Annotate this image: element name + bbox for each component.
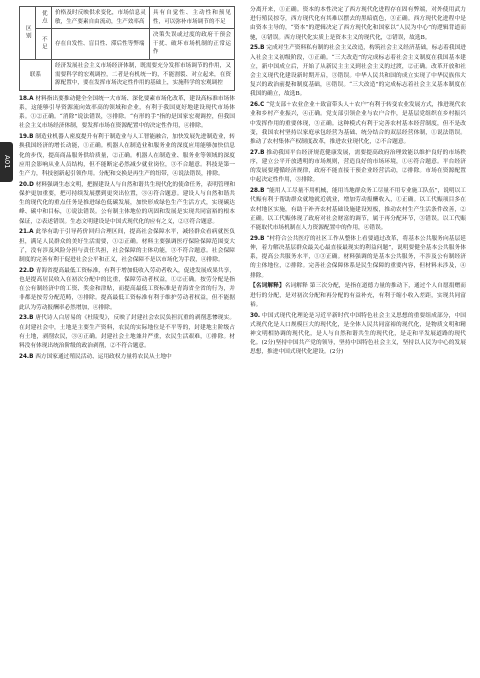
answer-item: 28.B “能用人工尽量不用机械，能用当地群众务工尽量不用专业施工队伍”，说明以工代赈有利于帮助群众就地就近就业，增加劳动报酬收入，①正确。以工代赈项目多在农村地区实施，有助于补齐农村基础设施建设短板，推动农村生产生活条件改善，②正确。以工代赈体现了政府对社会财富的调节，属于再分配环节，③错误。以工代赈不能取代市场机制在人力资源配置中的作用，④错误。 <box>250 188 466 232</box>
table-group-cell: 区别 <box>20 7 36 60</box>
answer-item: 20.D 材料强调生态文明，把握建设人与自然和谐共生现代化的使命任务，表明管理和保护更加重要，把可持续发展摆到更突出位置，③④符合题意。建设人与自然和谐共生的现代化的重点任务是推进绿色低碳发展，加快形成绿色生产生活方式，实现碳达峰、碳中和目标，①说法错误。公有制主体地位的巩固和发展是实现共同富裕的根本保证，②表述错误。生态文明建设是中国式现代化的应有之义，②③符合题意。 <box>19 181 236 225</box>
glossary-note: 【名词解释】名词解释 第三次分配，是指在道德力量的推动下，通过个人自愿捐赠而进行的分配，是对初次分配和再分配的有益补充，有利于缩小收入差距，实现共同富裕。 <box>250 283 466 308</box>
table-cell-macro: 具有自觉性、主动性和预见性，可以弥补市场调节的不足 <box>149 7 234 29</box>
table-sub-cell: 不足 <box>36 29 52 60</box>
table-cell-link: 经济发展社会主义市场经济体制，既需要充分发挥市场调节的作用，又需要科学的宏观调控，二者是有机统一的，不能割裂、对立起来，在资源配置中，要在发挥市场决定性作用的基础上，实施科学的宏观调控 <box>52 59 235 90</box>
table-group-cell: 联系 <box>20 59 52 90</box>
right-column <box>250 6 466 359</box>
answer-item: 18.A 材料指出要推动健全全国统一大市场、深化要素市场化改革，建设高标准市场体系，这能够引导资源流向效率高的领域和企业，有利于我国更好地建设现代市场体系。①②正确。“消除”说法错误，③排除。“有形的手”指的是国家宏观调控，但我国社会主义市场经济体制，要发挥市场在资源配置中的决定性作用，④排除。 <box>19 95 235 130</box>
answer-item: 24.B 西方国家通过殖民活动、运用政权力量将农民从土地中 <box>19 353 172 360</box>
table-cell-market: 价格及时反映供求变化，市场信息灵敏，生产要素自由流动，生产效率高 <box>52 7 150 29</box>
comparison-table <box>19 6 235 91</box>
answer-item: 21.A 此举有助于引导药价回归合理区间，提高社会保障水平，减轻群众看病就医负担，满足人民群众的美好生活需要，①②正确。材料主要强调医疗保险保障范围变大了，没有涉及风险分担与责任共担，社会保障的主体功能，③不符合题意。社会保障制度的完善有利于促进社会公平和正义，社会保障不是以市场化为手段，④排除。 <box>19 229 236 263</box>
table-row <box>20 7 235 29</box>
answer-item: 29.B “村符合公共医疗的社区工作从整体上看要通过改革，将基本公共服务向基层延伸，着力解决基层群众最关心最直接最现实的利益问题”，说明要健全基本公共服务体系，提高公共服务水平，①③正确。材料强调的是基本公共服务，不涉及公有制经济的主体地位，②排除。完善社会保障体系是民生保障的重要内容，但材料未涉及，④排除。 <box>250 235 466 279</box>
table-row <box>20 29 235 60</box>
table-sub-cell: 优点 <box>36 7 52 29</box>
left-column <box>19 6 235 364</box>
answer-item: 19.B 制造业机器人密度提升有利于制造业与人工智能融合，加快发展先进制造业，转换我国经济的增长动能，①正确。机器人在制造业和服务业的深度应用能够加快信息化的步伐，提高商品服务供给质量，②正确。机器人在制造业、服务业等领域的深度应用会影响从业人员结构，但不能断定必然减少就业岗位，③不合题意。科技是第一生产力，科技创新起引领作用。分配和交换是再生产的纽带，④说法错误，排除。 <box>19 134 235 177</box>
answer-item: 27.B 推动我国平台经济规范健康发展，需要提高政府治理效能以维护良好的市场秩序，建立公平开放透明的市场规则，营造良好的市场环境，①④符合题意。平台经济的发展要遵循经济规律，政府不能直接干预企业经营活动，②排除。市场在资源配置中起决定性作用，③排除。 <box>250 149 466 184</box>
table-cell-market: 存在自发性、盲目性、滞后性等弊端 <box>52 29 150 60</box>
answer-item: 25.B 完成对生产资料私有制的社会主义改造，构筑社会主义经济基础，标志着我国进入社会主义初级阶段，①正确。“三大改造”的完成标志着社会主义制度在我国基本建立，新中国成立后，开始了从新民主主义到社会主义的过渡，②正确。改革开放和社会主义现代化建设新时期开启，③错误。中华人民共和国的成立实现了中华民族伟大复兴的政治前提和制度基础，④错误。“三大改造”的完成标志着社会主义基本制度在我国的确立，故选B。 <box>250 45 466 98</box>
answer-item: 23.B 唐代诗人白居易的《杜陵叟》，反映了封建社会农民负担沉重的剥削悲惨现实。在封建社会中，土地是主要生产资料，农民的实际地位是不平等的，封建地主阶级占有土地，剥削农民，③④正确。封建社会土地兼并严重，农民生活艰难，①排除。材料没有体现出统治阶级的政治剥削，②不符合题意。 <box>19 315 236 349</box>
answer-item: 30. 中国式现代化理论是习近平新时代中国特色社会主义思想的重要组成部分，中国式现代化是人口规模巨大的现代化，是全体人民共同富裕的现代化，是物质文明和精神文明相协调的现代化，是人与自然和谐共生的现代化，是走和平发展道路的现代化。(2分)坚持中国共产党的领导，坚持中国特色社会主义，坚持以人民为中心的发展思想，推进中国式现代化建设。(2分) <box>250 312 466 356</box>
side-tab: A01 <box>0 142 13 182</box>
table-row <box>20 59 235 90</box>
answer-item: 分离开来，①正确。资本的本性决定了西方现代化进程存在固有弊端，对外使用武力进行殖民掠夺，西方现代化有其难以摆去的黑暗底色，③正确。西方现代化进程中是由资本主导的，“资本”的逻辑决定了西方现代化和国家以“人民为中心”的逻辑背道而驰，④错误。西方现代化实质上是资本主义的现代化，②错误，故选B。 <box>250 7 466 41</box>
answer-item: 26.C “党支部＋农业企业＋致富带头人＋农户”有利于转变农业发展方式，推进现代农业和乡村产业振兴，④正确。党支部引领企业与农户合作，是基层党组织在乡村振兴中发挥作用的重要体现，③正确。这种模式有利于完善农村基本经营制度，但不是改变，我国农村坚持以家庭承包经营为基础、统分结合的双层经营体制，①说法错误。推动了农村集体产权制度改革，推进农业现代化，②不合题意。 <box>250 102 466 146</box>
table-cell-macro: 决策失误或过度的政府干预会干扰、破坏市场机制的正常运作 <box>149 29 234 60</box>
answer-item: 22.D 青海省提高最低工资标准，有利于增加低收入劳动者收入，促进发展成果共享，也是提高居民收入在初次分配中的比重，保障劳动者权益，①②正确。按劳分配是指在公有制经济中的工资、奖金和津贴，而提高最低工资标准是青海省全省的行为，并非都是按劳分配范畴，③排除。提高最低工资标准有利于维护劳动者权益，但不能据此认为劳动报酬率必然增加，④排除。 <box>19 267 236 311</box>
